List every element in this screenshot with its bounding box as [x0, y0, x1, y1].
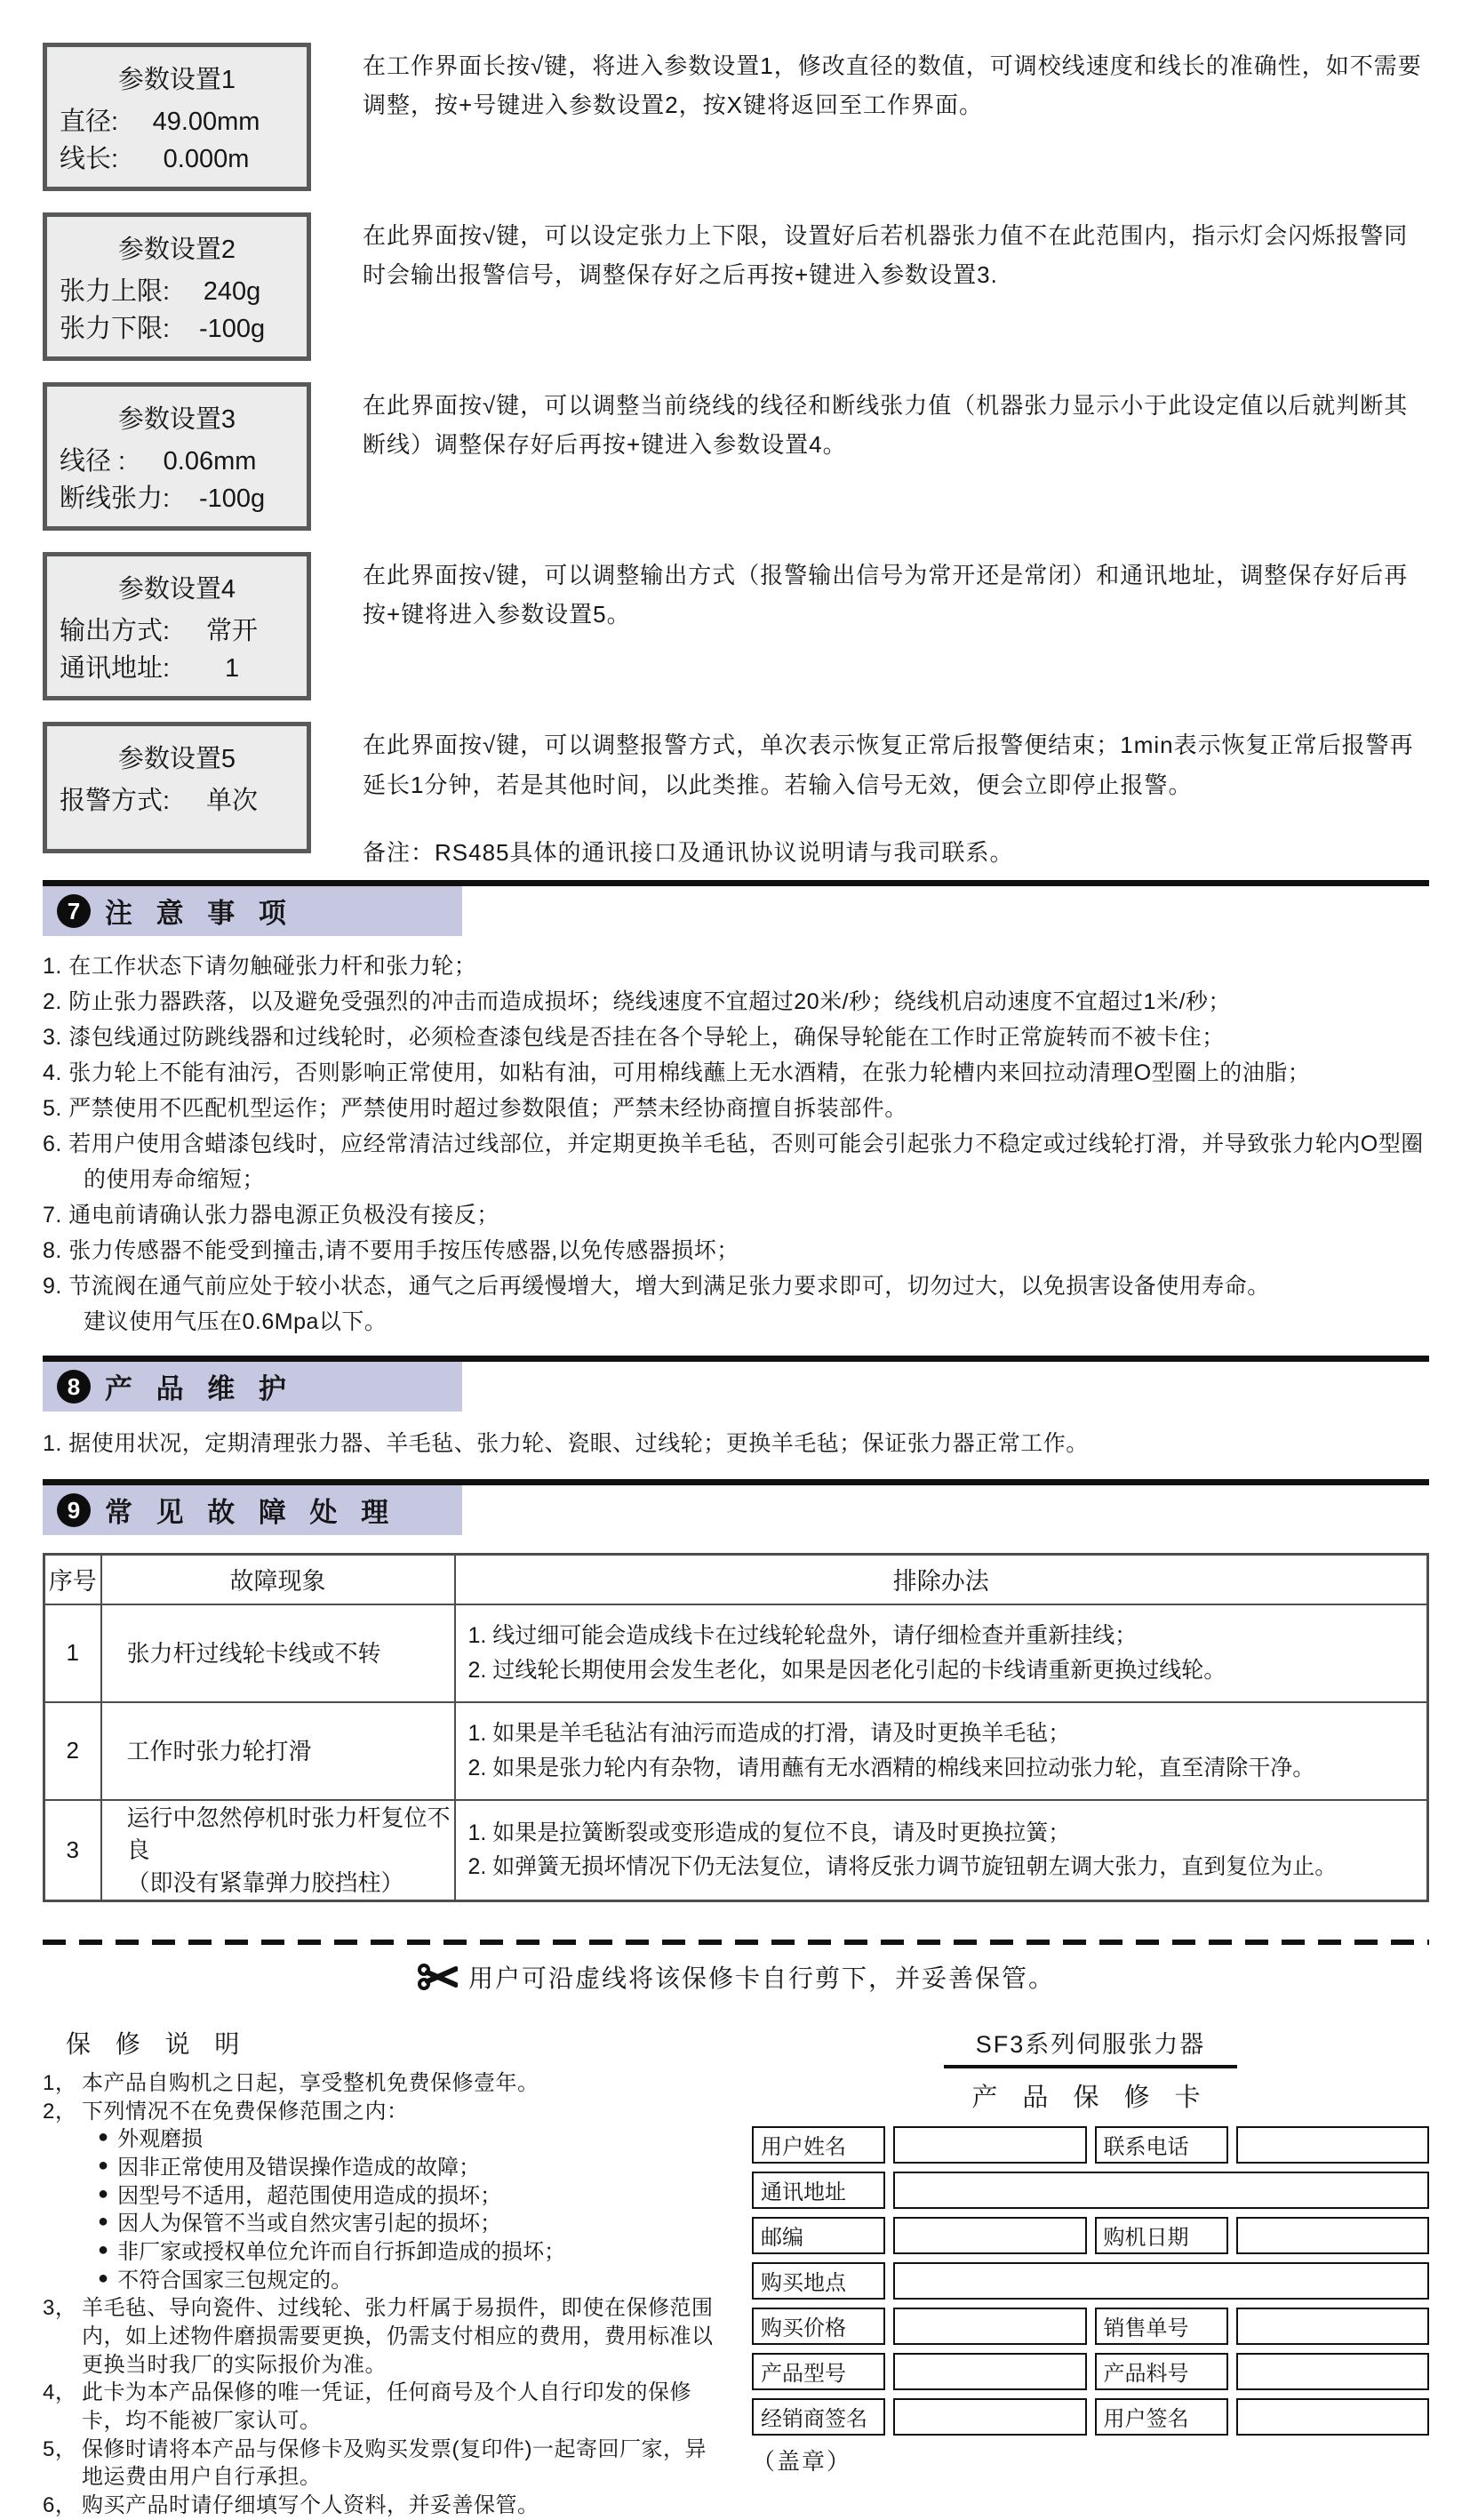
section-divider: [43, 1356, 1429, 1362]
cell-phenomenon: [101, 1800, 455, 1901]
field-label-phone: 联系电话: [1095, 2126, 1228, 2164]
section-divider: [43, 1479, 1429, 1485]
warranty-card: [723, 2021, 1429, 2520]
section-number-badge: 8: [57, 1370, 91, 1404]
cell-no: 2: [44, 1702, 101, 1800]
cell-phenomenon: [101, 1604, 455, 1702]
param-row-3: [43, 382, 1429, 531]
cell-solution: [455, 1800, 1428, 1901]
bullet-icon: ●: [98, 2183, 109, 2204]
param-box-1: [43, 43, 311, 191]
param-label: 报警方式:: [60, 787, 171, 816]
item-text: 本产品自购机之日起，享受整机免费保修壹年。: [82, 2070, 539, 2095]
exclusion-text: 不符合国家三包规定的。: [117, 2268, 353, 2292]
item-text: 下列情况不在免费保修范围之内：: [82, 2099, 409, 2124]
param-description: 在此界面按√键，可以调整当前绕线的线径和断线张力值（机器张力显示小于此设定值以后就判断其断线）调整保存好后再按+键进入参数设置4。: [363, 392, 1409, 459]
product-series-title: SF3系列伺服张力器: [944, 2025, 1238, 2068]
field-label-part-number: 产品料号: [1095, 2353, 1228, 2390]
param-description: 在工作界面长按√键，将进入参数设置1，修改直径的数值，可调校线速度和线长的准确性，如不需要调整，按+号键进入参数设置2，按X键将返回至工作界面。: [363, 52, 1422, 119]
field-blank-purchase-place: [893, 2262, 1429, 2300]
param-value: 49.00mm: [152, 108, 260, 136]
param-label: 线径 :: [60, 447, 126, 476]
param-line: [60, 612, 294, 650]
field-label-dealer-signature: 经销商签名: [752, 2398, 885, 2436]
field-blank-sales-order: [1236, 2308, 1430, 2345]
card-row: [752, 2353, 1429, 2390]
solution-line: 2. 过线轮长期使用会发生老化，如果是因老化引起的卡线请重新更换过线轮。: [467, 1657, 1226, 1683]
param-value: 常开: [206, 617, 259, 646]
exclusion-item: [98, 2182, 723, 2211]
param-box-4: [43, 552, 311, 700]
field-label-username: 用户姓名: [752, 2126, 885, 2164]
param-box-title: 参数设置5: [117, 745, 236, 774]
param-label: 直径:: [60, 108, 119, 136]
param-description: 在此界面按√键，可以调整报警方式，单次表示恢复正常后报警便结束；1min表示恢复正常后报警再延长1分钟，若是其他时间，以此类推。若输入信号无效，便会立即停止报警。: [363, 732, 1414, 798]
section-divider: [43, 880, 1429, 886]
warranty-item: [43, 2069, 723, 2098]
list-item: 7. 通电前请确认张力器电源正负极没有接反；: [43, 1202, 499, 1228]
param-row-5: [43, 722, 1429, 867]
cell-no: 1: [44, 1604, 101, 1702]
table-row: [44, 1702, 1428, 1800]
table-header-row: [44, 1554, 1428, 1604]
param-value: 0.06mm: [163, 447, 257, 476]
param-box-title: 参数设置4: [117, 575, 236, 604]
param-row-4: [43, 552, 1429, 700]
exclusion-item: [98, 2210, 723, 2238]
param-line: [60, 650, 294, 687]
section-header-maintenance: [43, 1362, 462, 1412]
col-header-no: 序号: [44, 1554, 101, 1604]
solution-line: 2. 如果是张力轮内有杂物，请用蘸有无水酒精的棉线来回拉动张力轮，直至清除干净。: [467, 1755, 1315, 1780]
field-label-purchase-place: 购买地点: [752, 2262, 885, 2300]
field-label-zipcode: 邮编: [752, 2217, 885, 2254]
param-row-2: [43, 212, 1429, 361]
list-item: 5. 严禁使用不匹配机型运作；严禁使用时超过参数限值；严禁未经协商擅自拆装部件。: [43, 1095, 907, 1121]
bullet-icon: ●: [98, 2127, 109, 2148]
warranty-item: [43, 2436, 723, 2492]
item-number: 6，: [43, 2493, 77, 2517]
scissors-icon: [417, 1962, 458, 1992]
card-row: [752, 2398, 1429, 2436]
cell-solution: [455, 1702, 1428, 1800]
param-value: -100g: [198, 484, 266, 514]
col-header-solution: 排除办法: [455, 1554, 1428, 1604]
field-blank-dealer-signature: [893, 2398, 1087, 2436]
exclusion-text: 外观磨损: [117, 2127, 204, 2152]
list-item: 2. 防止张力器跌落，以及避免受强烈的冲击而造成损坏；绕线速度不宜超过20米/秒；绕线机启动速度不宜超过1米/秒；: [43, 988, 1231, 1014]
list-item-continuation: 建议使用气压在0.6Mpa以下。: [84, 1308, 387, 1334]
solution-line: 1. 如果是拉簧断裂或变形造成的复位不良，请及时更换拉簧；: [467, 1820, 1071, 1845]
param-value: 240g: [203, 277, 261, 307]
cut-note: [43, 1959, 1429, 1995]
field-blank-zipcode: [893, 2217, 1087, 2254]
card-row: [752, 2308, 1429, 2345]
section-title: 常 见 故 障 处 理: [105, 1497, 397, 1529]
phenomenon-text: （即没有紧靠弹力胶挡柱）: [126, 1868, 404, 1896]
col-header-phenomenon: 故障现象: [101, 1554, 455, 1604]
table-row: [44, 1604, 1428, 1702]
warranty-item: [43, 2492, 723, 2520]
phenomenon-text: 运行中忽然停机时张力杆复位不良: [126, 1804, 451, 1864]
solution-line: 1. 如果是羊毛毡沾有油污而造成的打滑，请及时更换羊毛毡；: [467, 1721, 1071, 1746]
cut-dashed-line: [43, 1940, 1429, 1945]
field-blank-model: [893, 2353, 1087, 2390]
field-blank-price: [893, 2308, 1087, 2345]
warranty-item: [43, 2294, 723, 2379]
item-text: 保修时请将本产品与保修卡及购买发票(复印件)一起寄回厂家，异地运费由用户自行承担。: [82, 2436, 707, 2490]
item-text: 此卡为本产品保修的唯一凭证，任何商号及个人自行印发的保修卡，均不能被厂家认可。: [82, 2380, 691, 2433]
section-number-badge: 7: [57, 894, 91, 928]
bullet-icon: ●: [98, 2212, 109, 2232]
field-label-model: 产品型号: [752, 2353, 885, 2390]
param-line: [60, 480, 294, 517]
field-label-purchase-date: 购机日期: [1095, 2217, 1228, 2254]
list-item: 1. 在工作状态下请勿触碰张力杆和张力轮；: [43, 953, 477, 979]
section-header-precautions: [43, 886, 462, 936]
phenomenon-text: 张力杆过线轮卡线或不转: [126, 1639, 381, 1667]
param-line: [60, 310, 294, 348]
list-item: 9. 节流阀在通气前应处于较小状态，通气之后再缓慢增大，增大到满足张力要求即可，切勿过大，以免损害设备使用寿命。: [43, 1273, 1270, 1299]
param-line: [60, 103, 294, 140]
list-item: 8. 张力传感器不能受到撞击,请不要用手按压传感器,以免传感器损坏；: [43, 1237, 739, 1263]
param-label: 断线张力:: [60, 484, 171, 514]
precaution-list: [43, 948, 1429, 1340]
warranty-title: 保 修 说 明: [66, 2029, 249, 2058]
card-row: [752, 2217, 1429, 2254]
exclusion-item: [98, 2238, 723, 2267]
warranty-card-title: 产 品 保 修 卡: [971, 2083, 1210, 2112]
solution-line: 2. 如弹簧无损坏情况下仍无法复位，请将反张力调节旋钮朝左调大张力，直到复位为止。: [467, 1854, 1338, 1880]
warranty-item: [43, 2379, 723, 2435]
field-blank-address: [893, 2172, 1429, 2209]
field-blank-part-number: [1236, 2353, 1430, 2390]
item-number: 1，: [43, 2070, 77, 2095]
cell-no: 3: [44, 1800, 101, 1901]
item-number: 3，: [43, 2296, 77, 2321]
param-description: 在此界面按√键，可以设定张力上下限，设置好后若机器张力值不在此范围内，指示灯会闪烁报警同时会输出报警信号，调整保存好之后再按+键进入参数设置3.: [363, 222, 1409, 289]
item-number: 5，: [43, 2436, 77, 2461]
item-text: 购买产品时请仔细填写个人资料，并妥善保管。: [82, 2493, 539, 2517]
param-label: 通讯地址:: [60, 654, 171, 684]
field-blank-username: [893, 2126, 1087, 2164]
field-blank-purchase-date: [1236, 2217, 1430, 2254]
param-value: 0.000m: [163, 145, 250, 174]
exclusion-text: 因非正常使用及错误操作造成的故障；: [117, 2155, 481, 2180]
exclusion-text: 因型号不适用，超范围使用造成的损坏；: [117, 2183, 502, 2208]
cell-phenomenon: [101, 1702, 455, 1800]
card-row: [752, 2172, 1429, 2209]
cut-note-text: 用户可沿虚线将该保修卡自行剪下，并妥善保管。: [467, 1964, 1055, 1992]
bullet-icon: ●: [98, 2268, 109, 2288]
item-text: 羊毛毡、导向瓷件、过线轮、张力杆属于易损件，即使在保修范围内，如上述物件磨损需要更换，仍需支付相应的费用，费用标准以更换当时我厂的实际报价为准。: [82, 2296, 714, 2377]
warranty-item: [43, 2098, 723, 2126]
section-title: 注 意 事 项: [105, 898, 294, 930]
section-title: 产 品 维 护: [105, 1373, 294, 1405]
param-line: [60, 273, 294, 310]
card-row: [752, 2126, 1429, 2164]
list-item: 3. 漆包线通过防跳线器和过线轮时，必须检查漆包线是否挂在各个导轮上，确保导轮能在工作时正常旋转而不被卡住；: [43, 1024, 1225, 1050]
param-box-title: 参数设置3: [117, 405, 236, 435]
param-box-title: 参数设置2: [117, 236, 236, 265]
param-label: 线长:: [60, 145, 119, 174]
field-label-user-signature: 用户签名: [1095, 2398, 1228, 2436]
field-blank-phone: [1236, 2126, 1430, 2164]
maintenance-item: 1. 据使用状况，定期清理张力器、羊毛毡、张力轮、瓷眼、过线轮；更换羊毛毡；保证张力器正常工作。: [43, 1430, 1089, 1456]
exclusion-item: [98, 2154, 723, 2182]
item-number: 2，: [43, 2099, 77, 2124]
exclusion-text: 因人为保管不当或自然灾害引起的损坏；: [117, 2212, 502, 2236]
list-item: 6. 若用户使用含蜡漆包线时，应经常清洁过线部位，并定期更换羊毛毡，否则可能会引起张力不稳定或过线轮打滑，并导致张力轮内O型圈的使用寿命缩短；: [43, 1131, 1424, 1192]
field-label-sales-order: 销售单号: [1095, 2308, 1228, 2345]
item-number: 4，: [43, 2380, 77, 2405]
card-row: [752, 2262, 1429, 2300]
param-box-2: [43, 212, 311, 361]
param-box-title: 参数设置1: [117, 66, 236, 94]
param-value: 1: [224, 654, 240, 684]
field-label-price: 购买价格: [752, 2308, 885, 2345]
bullet-icon: ●: [98, 2239, 109, 2260]
rs485-note: 备注：RS485具体的通讯接口及通讯协议说明请与我司联系。: [363, 838, 1014, 866]
param-line: [60, 140, 294, 178]
bullet-icon: ●: [98, 2155, 109, 2175]
solution-line: 1. 线过细可能会造成线卡在过线轮轮盘外，请仔细检查并重新挂线；: [467, 1623, 1138, 1648]
section-header-troubleshooting: [43, 1485, 462, 1535]
field-blank-user-signature: [1236, 2398, 1430, 2436]
param-label: 输出方式:: [60, 617, 171, 646]
param-row-1: [43, 43, 1429, 191]
phenomenon-text: 工作时张力轮打滑: [126, 1737, 312, 1764]
warranty-notes: [43, 2021, 723, 2520]
param-value: 单次: [206, 787, 259, 816]
exclusion-text: 非厂家或授权单位允许而自行拆卸造成的损坏；: [117, 2239, 566, 2264]
param-label: 张力上限:: [60, 277, 171, 307]
section-number-badge: 9: [57, 1493, 91, 1527]
cell-solution: [455, 1604, 1428, 1702]
param-line: [60, 443, 294, 480]
param-box-5: [43, 722, 311, 853]
fault-table: [43, 1553, 1429, 1902]
param-label: 张力下限:: [60, 315, 171, 344]
param-box-3: [43, 382, 311, 531]
exclusion-item: [98, 2125, 723, 2154]
stamp-label: （盖章）: [752, 2447, 852, 2475]
table-row: [44, 1800, 1428, 1901]
param-description: 在此界面按√键，可以调整输出方式（报警输出信号为常开还是常闭）和通讯地址，调整保存好后再按+键将进入参数设置5。: [363, 562, 1409, 628]
param-line: [60, 782, 294, 820]
field-label-address: 通讯地址: [752, 2172, 885, 2209]
exclusion-list: [43, 2125, 723, 2294]
param-value: -100g: [198, 315, 266, 344]
exclusion-item: [98, 2267, 723, 2295]
list-item: 4. 张力轮上不能有油污，否则影响正常使用，如粘有油，可用棉线蘸上无水酒精，在张力轮槽内来回拉动清理O型圈上的油脂；: [43, 1060, 1311, 1085]
warranty-section: [43, 2021, 1429, 2520]
